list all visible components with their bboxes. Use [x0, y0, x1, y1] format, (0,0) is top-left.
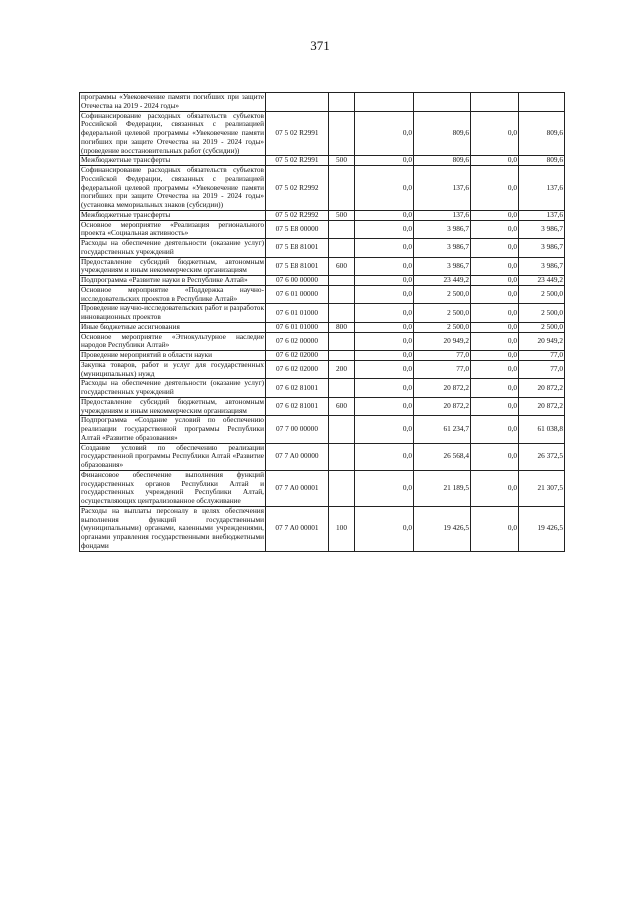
- table-row: [80, 416, 565, 443]
- table-row: [80, 397, 565, 416]
- row-value-3: 0,0: [471, 416, 519, 443]
- row-value-2: 809,6: [414, 111, 471, 156]
- row-expense-type: 600: [329, 257, 355, 276]
- row-value-4: [519, 93, 565, 112]
- row-code: 07 6 01 00000: [266, 285, 329, 304]
- table-row: [80, 111, 565, 156]
- row-name: Софинансирование расходных обязательств субъектов Российской Федерации, связанных с реализацией федеральной целевой программы «Увековечение памяти погибших при защите Отечества на 2019 - 2024 годы» (установка мемориальных знаков (субсидии)): [81, 165, 264, 209]
- row-name: Основное мероприятие «Этнокультурное наследие народов Республики Алтай»: [81, 332, 264, 350]
- table-row: [80, 156, 565, 166]
- row-code: 07 7 A0 00001: [266, 470, 329, 506]
- row-value-3: 0,0: [471, 397, 519, 416]
- row-value-3: 0,0: [471, 239, 519, 258]
- row-value-3: 0,0: [471, 285, 519, 304]
- row-value-3: 0,0: [471, 506, 519, 551]
- row-value-1: 0,0: [355, 443, 414, 470]
- row-code: 07 7 A0 00000: [266, 443, 329, 470]
- row-name: Софинансирование расходных обязательств субъектов Российской Федерации, связанных с реализацией федеральной целевой программы «Увековечение памяти погибших при защите Отечества на 2019 - 2024 годы» (проведение восстановительных работ (субсидии)): [81, 111, 264, 155]
- row-expense-type: [329, 285, 355, 304]
- row-value-1: 0,0: [355, 111, 414, 156]
- row-value-3: 0,0: [471, 210, 519, 220]
- row-name: Предоставление субсидий бюджетным, автономным учреждениям и иным некоммерческим организациям: [81, 257, 264, 275]
- row-value-2: 137,6: [414, 166, 471, 211]
- row-name: Создание условий по обеспечению реализации государственной программы Республики Алтай «Развитие образования»: [81, 443, 264, 469]
- row-name: Финансовое обеспечение выполнения функций государственных органов Республики Алтай и государственных учреждений Республики Алтай, осуществляющих централизованное обслуживание: [81, 470, 264, 505]
- row-code: [266, 93, 329, 112]
- table-row: [80, 506, 565, 551]
- row-name: Основное мероприятие «Реализация регионального проекта «Социальная активность»: [81, 220, 264, 238]
- table-row: [80, 304, 565, 323]
- row-value-4: 137,6: [519, 210, 565, 220]
- row-value-1: [355, 93, 414, 112]
- row-expense-type: 100: [329, 506, 355, 551]
- row-code: 07 5 02 R2991: [266, 111, 329, 156]
- row-value-2: 809,6: [414, 156, 471, 166]
- row-value-2: 20 872,2: [414, 397, 471, 416]
- row-expense-type: [329, 332, 355, 351]
- row-value-1: 0,0: [355, 332, 414, 351]
- table-row: [80, 332, 565, 351]
- row-expense-type: [329, 166, 355, 211]
- table-row: [80, 379, 565, 398]
- row-value-2: 26 568,4: [414, 443, 471, 470]
- row-name: Проведение научно-исследовательских работ и разработок инновационных проектов: [81, 303, 264, 321]
- row-value-4: 3 986,7: [519, 220, 565, 239]
- row-code: 07 7 A0 00001: [266, 506, 329, 551]
- row-value-3: 0,0: [471, 257, 519, 276]
- row-value-2: 2 500,0: [414, 285, 471, 304]
- budget-table: [79, 92, 565, 552]
- row-value-1: 0,0: [355, 239, 414, 258]
- row-value-1: 0,0: [355, 304, 414, 323]
- table-row: [80, 470, 565, 506]
- row-expense-type: [329, 239, 355, 258]
- row-value-2: 23 449,2: [414, 276, 471, 286]
- row-name: Основное мероприятие «Поддержка научно-исследовательских проектов в Республике Алтай»: [81, 285, 264, 303]
- table-row: [80, 166, 565, 211]
- row-code: 07 6 02 02000: [266, 351, 329, 361]
- row-value-3: 0,0: [471, 360, 519, 379]
- row-value-4: 3 986,7: [519, 257, 565, 276]
- row-value-3: 0,0: [471, 111, 519, 156]
- row-value-3: 0,0: [471, 443, 519, 470]
- row-value-3: [471, 93, 519, 112]
- row-value-2: 20 872,2: [414, 379, 471, 398]
- row-code: 07 5 02 R2991: [266, 156, 329, 166]
- table-row: [80, 443, 565, 470]
- row-value-4: 2 500,0: [519, 285, 565, 304]
- table-row: [80, 220, 565, 239]
- row-code: 07 7 00 00000: [266, 416, 329, 443]
- table-row: [80, 239, 565, 258]
- row-name: Межбюджетные трансферты: [80, 156, 266, 166]
- row-value-1: 0,0: [355, 220, 414, 239]
- table-row: [80, 322, 565, 332]
- row-value-4: 2 500,0: [519, 322, 565, 332]
- row-value-1: 0,0: [355, 156, 414, 166]
- row-value-4: 77,0: [519, 360, 565, 379]
- row-value-2: 137,6: [414, 210, 471, 220]
- row-value-4: 2 500,0: [519, 304, 565, 323]
- row-value-4: 19 426,5: [519, 506, 565, 551]
- table-row: [80, 360, 565, 379]
- row-value-4: 809,6: [519, 156, 565, 166]
- row-value-1: 0,0: [355, 506, 414, 551]
- row-value-2: 61 234,7: [414, 416, 471, 443]
- row-expense-type: 200: [329, 360, 355, 379]
- row-code: 07 6 01 01000: [266, 304, 329, 323]
- row-expense-type: 500: [329, 156, 355, 166]
- row-code: 07 6 02 81001: [266, 397, 329, 416]
- row-value-4: 3 986,7: [519, 239, 565, 258]
- row-value-3: 0,0: [471, 332, 519, 351]
- row-value-3: 0,0: [471, 166, 519, 211]
- row-value-1: 0,0: [355, 276, 414, 286]
- row-value-2: 21 189,5: [414, 470, 471, 506]
- row-expense-type: [329, 416, 355, 443]
- row-value-1: 0,0: [355, 322, 414, 332]
- row-value-1: 0,0: [355, 416, 414, 443]
- row-value-3: 0,0: [471, 156, 519, 166]
- row-expense-type: [329, 276, 355, 286]
- row-value-1: 0,0: [355, 360, 414, 379]
- row-value-2: [414, 93, 471, 112]
- row-value-4: 20 949,2: [519, 332, 565, 351]
- row-name: Закупка товаров, работ и услуг для государственных (муниципальных) нужд: [81, 360, 264, 378]
- row-name: Подпрограмма «Создание условий по обеспечению реализации государственной программы Республики Алтай «Развитие образования»: [81, 415, 264, 442]
- row-value-1: 0,0: [355, 351, 414, 361]
- table-row: [80, 276, 565, 286]
- row-value-2: 3 986,7: [414, 257, 471, 276]
- row-value-4: 20 872,2: [519, 379, 565, 398]
- row-value-1: 0,0: [355, 379, 414, 398]
- row-value-1: 0,0: [355, 210, 414, 220]
- row-expense-type: [329, 111, 355, 156]
- row-value-4: 137,6: [519, 166, 565, 211]
- table-row: [80, 257, 565, 276]
- row-value-4: 23 449,2: [519, 276, 565, 286]
- row-value-1: 0,0: [355, 257, 414, 276]
- row-expense-type: 600: [329, 397, 355, 416]
- row-value-3: 0,0: [471, 220, 519, 239]
- table-row: [80, 210, 565, 220]
- row-name: Межбюджетные трансферты: [80, 210, 266, 220]
- row-value-2: 19 426,5: [414, 506, 471, 551]
- row-value-1: 0,0: [355, 166, 414, 211]
- row-code: 07 5 E8 81001: [266, 239, 329, 258]
- row-code: 07 5 E8 81001: [266, 257, 329, 276]
- row-expense-type: [329, 443, 355, 470]
- row-value-4: 61 038,8: [519, 416, 565, 443]
- row-expense-type: 800: [329, 322, 355, 332]
- row-name: Предоставление субсидий бюджетным, автономным учреждениям и иным некоммерческим организациям: [81, 397, 264, 415]
- row-value-3: 0,0: [471, 470, 519, 506]
- row-expense-type: [329, 304, 355, 323]
- row-name: программы «Увековечение памяти погибших при защите Отечества на 2019 - 2024 годы»: [81, 92, 264, 110]
- row-name: Подпрограмма «Развитие науки в Республике Алтай»: [80, 276, 266, 286]
- row-expense-type: [329, 93, 355, 112]
- row-value-2: 3 986,7: [414, 220, 471, 239]
- row-name: Иные бюджетные ассигнования: [80, 322, 266, 332]
- row-value-3: 0,0: [471, 322, 519, 332]
- row-value-4: 809,6: [519, 111, 565, 156]
- row-name: Расходы на выплаты персоналу в целях обеспечения выполнения функций государственными (муниципальными) органами, казенными учреждениями, органами управления государственными внебюджетными фондами: [81, 506, 264, 550]
- row-expense-type: 500: [329, 210, 355, 220]
- row-code: 07 6 00 00000: [266, 276, 329, 286]
- row-code: 07 6 02 02000: [266, 360, 329, 379]
- row-value-3: 0,0: [471, 304, 519, 323]
- row-value-2: 2 500,0: [414, 322, 471, 332]
- row-expense-type: [329, 379, 355, 398]
- table-row: [80, 351, 565, 361]
- row-value-2: 77,0: [414, 351, 471, 361]
- row-code: 07 6 01 01000: [266, 322, 329, 332]
- row-value-1: 0,0: [355, 470, 414, 506]
- row-value-2: 2 500,0: [414, 304, 471, 323]
- page-number: 371: [310, 38, 330, 53]
- row-code: 07 6 02 00000: [266, 332, 329, 351]
- row-value-2: 77,0: [414, 360, 471, 379]
- row-expense-type: [329, 470, 355, 506]
- row-value-4: 21 307,5: [519, 470, 565, 506]
- row-code: 07 6 02 81001: [266, 379, 329, 398]
- row-value-3: 0,0: [471, 276, 519, 286]
- row-name: Расходы на обеспечение деятельности (оказание услуг) государственных учреждений: [81, 378, 264, 396]
- row-name: Проведение мероприятий в области науки: [80, 351, 266, 361]
- row-value-3: 0,0: [471, 351, 519, 361]
- row-expense-type: [329, 351, 355, 361]
- row-code: 07 5 E8 00000: [266, 220, 329, 239]
- row-name: Расходы на обеспечение деятельности (оказание услуг) государственных учреждений: [81, 238, 264, 256]
- row-value-1: 0,0: [355, 397, 414, 416]
- row-value-4: 20 872,2: [519, 397, 565, 416]
- row-value-2: 3 986,7: [414, 239, 471, 258]
- row-value-1: 0,0: [355, 285, 414, 304]
- row-value-2: 20 949,2: [414, 332, 471, 351]
- row-value-4: 26 372,5: [519, 443, 565, 470]
- table-row: [80, 285, 565, 304]
- row-value-3: 0,0: [471, 379, 519, 398]
- row-value-4: 77,0: [519, 351, 565, 361]
- row-expense-type: [329, 220, 355, 239]
- table-row: [80, 93, 565, 112]
- row-code: 07 5 02 R2992: [266, 166, 329, 211]
- row-code: 07 5 02 R2992: [266, 210, 329, 220]
